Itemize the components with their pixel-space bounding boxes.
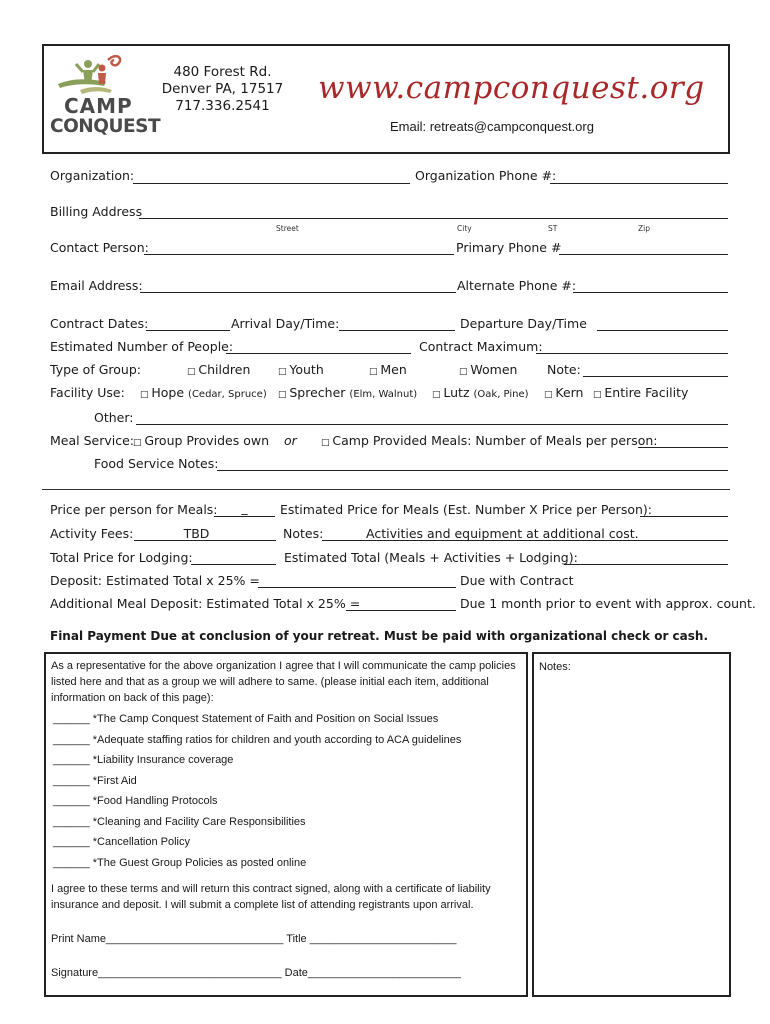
agreement-item[interactable]: ______ *Liability Insurance coverage	[53, 754, 234, 766]
meals-per-person-field[interactable]	[638, 447, 728, 448]
city-caption: City	[457, 224, 472, 233]
food-notes-field[interactable]	[217, 470, 728, 471]
price-per-person-label: Price per person for Meals:	[50, 502, 218, 517]
agreement-item[interactable]: ______ *The Guest Group Policies as posted online	[53, 857, 307, 869]
print-name-title-line[interactable]: Print Name_____________________________ Title ________________________	[51, 933, 457, 945]
meal-service-label: Meal Service:	[50, 433, 134, 448]
youth-label: Youth	[289, 362, 324, 377]
sprecher-sub-label: (Elm, Walnut)	[349, 389, 418, 400]
final-payment-notice: Final Payment Due at conclusion of your retreat. Must be paid with organizational check or cash.	[50, 629, 709, 643]
signature-date-line[interactable]: Signature______________________________ Date_________________________	[51, 967, 461, 979]
checkbox-camp-meals[interactable]: □ Camp Provided Meals: Number of Meals per person:	[321, 433, 658, 448]
address-street: 480 Forest Rd.	[173, 64, 272, 80]
other-field[interactable]	[136, 424, 728, 425]
agreement-item[interactable]: ______ *Cleaning and Facility Care Responsibilities	[53, 816, 306, 828]
checkbox-sprecher[interactable]: □ Sprecher (Elm, Walnut)	[278, 385, 418, 400]
agreement-item[interactable]: ______ *The Camp Conquest Statement of Faith and Position on Social Issues	[53, 713, 439, 725]
contract-max-label: Contract Maximum:	[419, 339, 543, 354]
departure-label: Departure Day/Time	[460, 316, 587, 331]
billing-address-field[interactable]	[139, 218, 728, 219]
org-phone-field[interactable]	[550, 183, 728, 184]
checkbox-lutz[interactable]: □ Lutz (Oak, Pine)	[432, 385, 529, 400]
departure-field[interactable]	[597, 330, 728, 331]
contract-max-field[interactable]	[536, 353, 728, 354]
type-of-group-label: Type of Group:	[50, 362, 141, 377]
lutz-sub-label: (Oak, Pine)	[473, 389, 529, 400]
lodging-field[interactable]	[191, 564, 276, 565]
checkbox-men[interactable]: □ Men	[369, 362, 407, 377]
or-label: or	[284, 433, 297, 448]
primary-phone-field[interactable]	[559, 254, 728, 255]
email-address-field[interactable]	[140, 292, 456, 293]
contract-dates-field[interactable]	[146, 330, 230, 331]
zip-caption: Zip	[638, 224, 650, 233]
alternate-phone-label: Alternate Phone #:	[457, 278, 577, 293]
initial-blank: ______	[53, 816, 90, 828]
arrival-label: Arrival Day/Time:	[231, 316, 340, 331]
organization-field[interactable]	[133, 183, 410, 184]
hope-label: Hope	[151, 385, 185, 400]
street-caption: Street	[276, 224, 299, 233]
facility-use-label: Facility Use:	[50, 385, 125, 400]
billing-address-label: Billing Address	[50, 204, 143, 219]
checkbox-hope[interactable]: □ Hope (Cedar, Spruce)	[140, 385, 267, 400]
kern-label: Kern	[555, 385, 584, 400]
checkbox-women[interactable]: □ Women	[459, 362, 518, 377]
price-per-person-value: _	[241, 500, 248, 515]
agreement-item[interactable]: ______ *Cancellation Policy	[53, 836, 190, 848]
add-meal-deposit-field[interactable]	[346, 610, 456, 611]
men-label: Men	[380, 362, 407, 377]
note-label: Note:	[547, 362, 581, 377]
arrival-field[interactable]	[339, 330, 455, 331]
contact-person-field[interactable]	[144, 254, 454, 255]
price-per-person-field[interactable]	[214, 516, 275, 517]
checkbox-entire-facility[interactable]: □ Entire Facility	[593, 385, 689, 400]
lodging-label: Total Price for Lodging:	[50, 550, 193, 565]
add-meal-deposit-label: Additional Meal Deposit: Estimated Total x 25% =	[50, 596, 361, 611]
notes-label: Notes:	[283, 526, 324, 541]
agreement-item[interactable]: ______ *Adequate staffing ratios for children and youth according to ACA guidelines	[53, 734, 462, 746]
est-people-label: Estimated Number of People:	[50, 339, 234, 354]
est-people-field[interactable]	[226, 353, 411, 354]
sprecher-label: Sprecher	[289, 385, 346, 400]
checkbox-children[interactable]: □ Children	[187, 362, 251, 377]
note-field[interactable]	[583, 376, 728, 377]
address-city: Denver PA, 17517	[161, 81, 284, 97]
initial-blank: ______	[53, 713, 90, 725]
due-contract-label: Due with Contract	[460, 573, 574, 588]
notes-value: Activities and equipment at additional cost.	[366, 526, 639, 541]
hope-sub-label: (Cedar, Spruce)	[188, 389, 267, 400]
est-total-label: Estimated Total (Meals + Activities + Lodging):	[284, 550, 578, 565]
section-divider	[42, 489, 730, 490]
children-label: Children	[198, 362, 251, 377]
primary-phone-label: Primary Phone #	[456, 240, 562, 255]
checkbox-group-provides[interactable]: □ Group Provides own	[133, 433, 270, 448]
logo-text-conquest: CONQUEST	[50, 116, 161, 137]
initial-blank: ______	[53, 775, 90, 787]
initial-blank: ______	[53, 734, 90, 746]
est-price-meals-field[interactable]	[640, 516, 728, 517]
activity-fees-value: TBD	[183, 526, 210, 541]
organization-label: Organization:	[50, 168, 135, 183]
activity-fees-label: Activity Fees:	[50, 526, 134, 541]
women-label: Women	[470, 362, 518, 377]
lutz-label: Lutz	[443, 385, 470, 400]
contact-person-label: Contact Person:	[50, 240, 149, 255]
notes-box[interactable]	[532, 652, 731, 997]
alternate-phone-field[interactable]	[573, 292, 728, 293]
initial-blank: ______	[53, 754, 90, 766]
initial-blank: ______	[53, 857, 90, 869]
contract-dates-label: Contract Dates:	[50, 316, 149, 331]
group-provides-label: Group Provides own	[144, 433, 270, 448]
est-total-field[interactable]	[564, 564, 728, 565]
food-notes-label: Food Service Notes:	[94, 456, 219, 471]
camp-conquest-logo	[50, 50, 161, 146]
agreement-intro: As a representative for the above organization I agree that I will communicate the camp policies listed here and that as a group we will adhere to same. (please initial each item, additional information on back of this page):	[51, 660, 516, 704]
logo-text-camp: CAMP	[64, 94, 133, 118]
org-phone-label: Organization Phone #:	[415, 168, 557, 183]
email-address-label: Email Address:	[50, 278, 143, 293]
notes-box-label: Notes:	[539, 661, 571, 673]
address-phone: 717.336.2541	[175, 98, 270, 114]
camp-meals-label: Camp Provided Meals: Number of Meals per person:	[332, 433, 658, 448]
entire-facility-label: Entire Facility	[604, 385, 689, 400]
est-price-meals-label: Estimated Price for Meals (Est. Number X Price per Person):	[280, 502, 652, 517]
deposit-label: Deposit: Estimated Total x 25% =	[50, 573, 260, 588]
other-label: Other:	[94, 410, 134, 425]
deposit-field[interactable]	[258, 587, 456, 588]
agreement-item[interactable]: ______ *First Aid	[53, 775, 137, 787]
initial-blank: ______	[53, 836, 90, 848]
agreement-closing: I agree to these terms and will return this contract signed, along with a certificate of liability insurance and deposit. I will submit a complete list of attending registrants upon arrival.	[51, 883, 491, 911]
checkbox-kern[interactable]: □ Kern	[544, 385, 584, 400]
agreement-item[interactable]: ______ *Food Handling Protocols	[53, 795, 218, 807]
website-title[interactable]: www.campconquest.org	[318, 70, 705, 106]
initial-blank: ______	[53, 795, 90, 807]
checkbox-youth[interactable]: □ Youth	[278, 362, 324, 377]
contact-email[interactable]: Email: retreats@campconquest.org	[390, 119, 594, 134]
camp-address	[160, 64, 285, 115]
st-caption: ST	[548, 224, 558, 233]
due-month-label: Due 1 month prior to event with approx. count.	[460, 596, 756, 611]
